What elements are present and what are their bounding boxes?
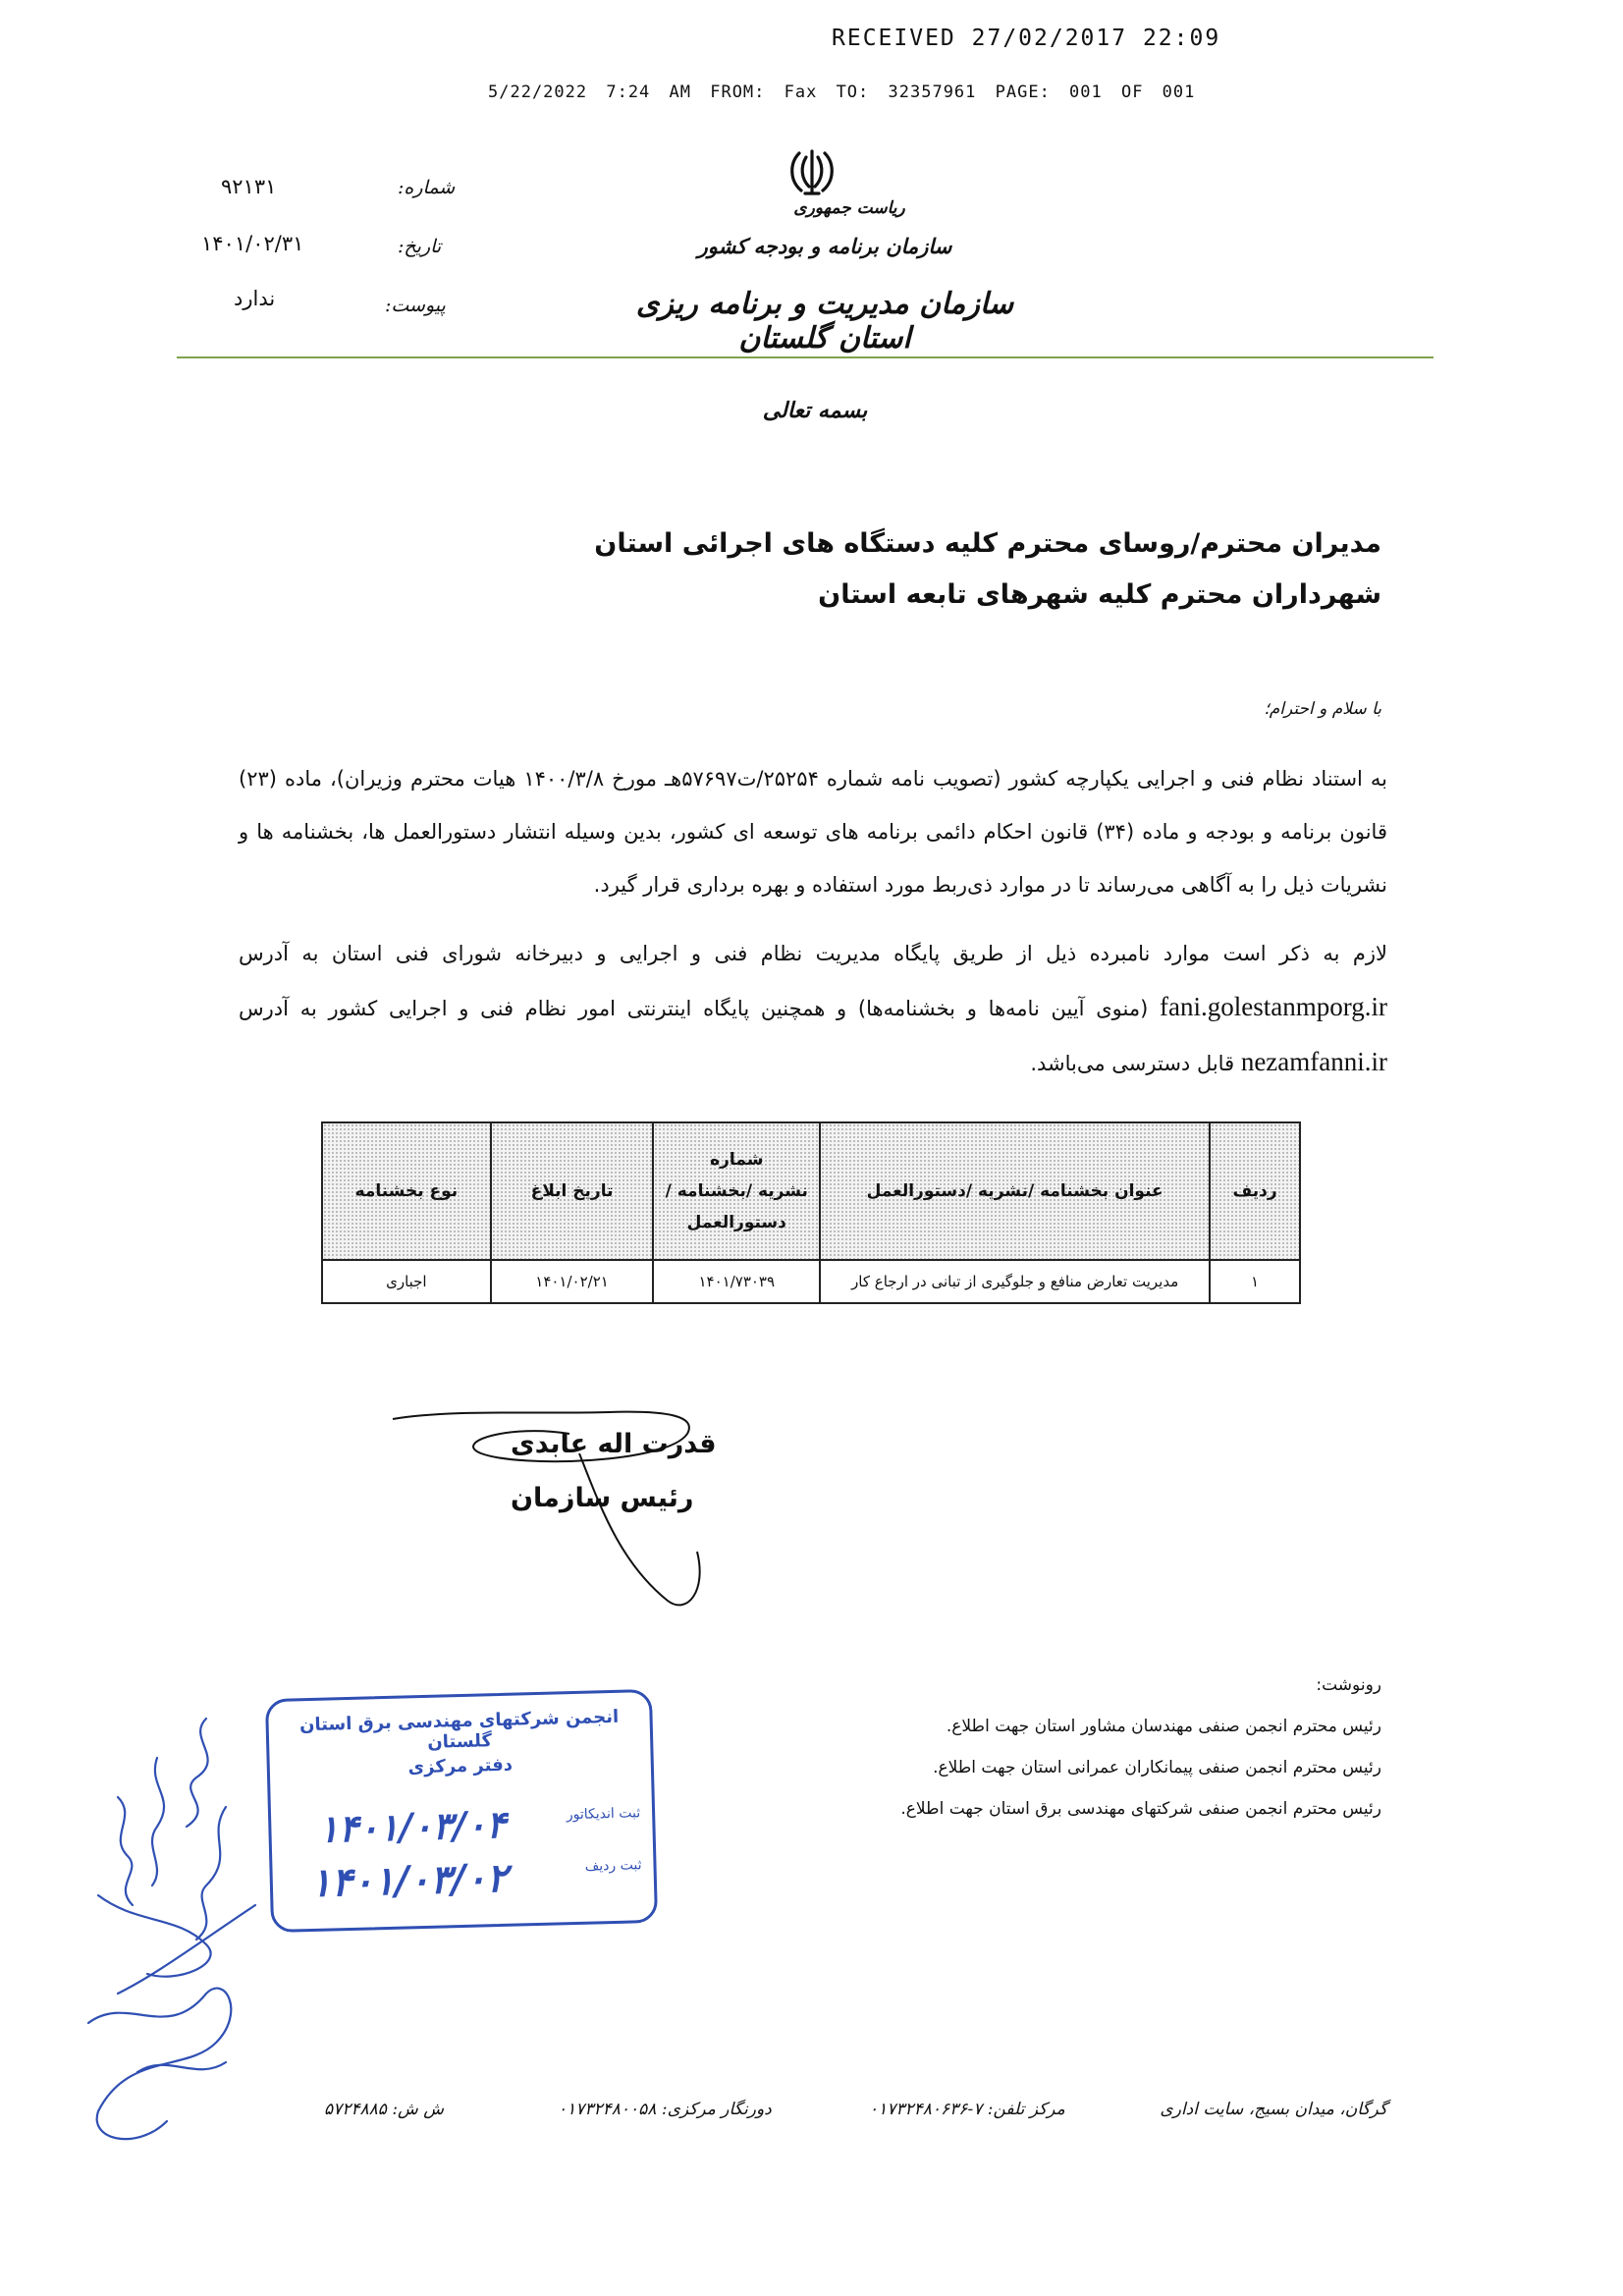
cc-item: رئیس محترم انجمن صنفی مهندسان مشاور استان جهت اطلاع. [946,1717,1381,1736]
salutation: با سلام و احترام؛ [1264,699,1381,719]
footer-telephone: مرکز تلفن: ۷-۰۱۷۳۲۴۸۰۶۳۶ [869,2100,1065,2119]
col-header-number-line2: نشریه /بخشنامه / [665,1181,808,1201]
stamp-title: انجمن شرکتهای مهندسی برق استان گلستان [298,1706,620,1753]
org-line-presidency: ریاست جمهوری [793,198,905,218]
body-paragraph-1: به استناد نظام فنی و اجرایی یکپارچه کشور (تصویب نامه شماره ۲۵۲۵۴/ت۵۷۶۹۷هـ مورخ ۱۴۰۰/۳/۸ هیات محترم وزیران)، ماده (۲۳) قانون برنامه و بودجه و ماده (۳۴) قانون احکام دائمی برنامه های توسعه ای کشور، بدین وسیله انتشار دستورالعمل ها، بخشنامه ها و نشریات ذیل را به آگاهی می‌رساند تا در موارد ذی‌ربط مورد استفاده و بهره برداری قرار گیرد. [239,767,1387,897]
col-header-number-line3: دستورالعمل [686,1213,786,1232]
circulars-table [321,1121,1301,1304]
bismillah: بسمه تعالی [762,398,868,423]
fax-received-line: RECEIVED 27/02/2017 22:09 [832,26,1221,51]
cell-row: ۱ [1210,1260,1300,1303]
footer-address: گرگان، میدان بسیج، سایت اداری [1160,2100,1387,2119]
stamp-indicator-label: ثبت اندیکاتور [566,1805,641,1824]
org-line-planning: سازمان برنامه و بودجه کشور [697,234,952,258]
col-header-number [653,1122,820,1260]
cell-title: مدیریت تعارض منافع و جلوگیری از تبانی در ارجاع کار [820,1260,1210,1303]
header-divider [177,356,1434,358]
addressee-line-2: شهرداران محترم کلیه شهرهای تابعه استان [818,579,1381,610]
stamp-subtitle: دفتر مرکزی [407,1754,514,1778]
website-link-fani[interactable]: fani.golestanmporg.ir [1160,992,1387,1021]
col-header-number-line1: شماره [710,1150,764,1170]
signatory-name: قدرت اله عابدی [511,1429,717,1459]
body-paragraph-2 [239,927,1387,1090]
cell-type: اجباری [322,1260,491,1303]
body-paragraph-2-part2: (منوی آیین نامه‌ها و بخشنامه‌ها) و همچنین پایگاه اینترنتی امور نظام فنی و اجرایی کشور به آدرس [239,997,1149,1020]
fax-transmission-line: 5/22/2022 7:24 AM FROM: Fax TO: 32357961 PAGE: 001 OF 001 [488,82,1196,102]
received-stamp [265,1689,658,1933]
iran-emblem-icon [785,147,839,198]
attachment-value: ندارد [234,287,276,310]
letter-number: ۹۲۱۳۱ [221,175,277,198]
cc-item: رئیس محترم انجمن صنفی شرکتهای مهندسی برق استان جهت اطلاع. [900,1799,1381,1819]
footer-fax: دورنگار مرکزی: ۰۱۷۳۲۴۸۰۰۵۸ [558,2100,772,2119]
col-header-date: تاریخ ابلاغ [491,1122,654,1260]
stamp-row-value: ۱۴۰۱/۰۳/۰۲ [309,1854,509,1907]
signatory-title: رئیس سازمان [511,1483,694,1513]
footer-national-id: ش ش: ۵۷۲۴۸۸۵ [324,2100,444,2119]
cell-number: ۱۴۰۱/۷۳۰۳۹ [653,1260,820,1303]
table-row [322,1260,1300,1303]
body-paragraph-2-part3: قابل دسترسی می‌باشد. [1030,1052,1235,1075]
letter-number-label: شماره: [398,177,456,198]
col-header-type: نوع بخشنامه [322,1122,491,1260]
stamp-row-label: ثبت ردیف [584,1857,642,1875]
handwritten-notes [59,1699,275,2160]
col-header-row: ردیف [1210,1122,1300,1260]
cc-item: رئیس محترم انجمن صنفی پیمانکاران عمرانی استان جهت اطلاع. [933,1758,1381,1777]
letter-date-label: تاریخ: [398,236,442,257]
attachment-label: پیوست: [385,295,446,316]
col-header-title: عنوان بخشنامه /نشریه /دستورالعمل [820,1122,1210,1260]
addressee-line-1: مدیران محترم/روسای محترم کلیه دستگاه های اجرائی استان [594,528,1381,559]
stamp-indicator-value: ۱۴۰۱/۰۳/۰۴ [317,1801,507,1851]
website-link-nezamfanni[interactable]: nezamfanni.ir [1240,1047,1387,1076]
cell-date: ۱۴۰۱/۰۲/۲۱ [491,1260,654,1303]
org-line-golestan: سازمان مدیریت و برنامه ریزی استان گلستان [635,287,1014,355]
table-header-row [322,1122,1300,1260]
body-paragraph-2-part1: لازم به ذکر است موارد نامبرده ذیل از طریق پایگاه مدیریت نظام فنی و اجرایی و دبیرخانه شورای فنی استان به آدرس [239,942,1387,965]
letter-date: ۱۴۰۱/۰۲/۳۱ [201,232,304,255]
cc-label: رونوشت: [1316,1675,1381,1695]
